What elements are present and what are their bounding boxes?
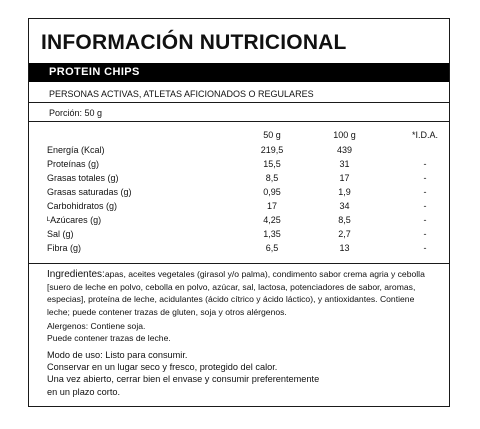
value-ida: - (423, 173, 427, 183)
value-ida: - (423, 215, 427, 225)
value-ida: - (423, 187, 427, 197)
value-ida: - (423, 229, 427, 239)
nutrient-name: Proteínas (g) (47, 159, 100, 169)
portion-size: Porción: 50 g (49, 108, 103, 118)
usage-line: Modo de uso: Listo para consumir. (47, 350, 188, 360)
value-50g: 6,5 (265, 243, 279, 253)
nutrient-name: Fibra (g) (47, 243, 82, 253)
nutrient-name: Grasas saturadas (g) (47, 187, 132, 197)
nutrition-label-panel (28, 18, 450, 407)
value-50g: 15,5 (263, 159, 281, 169)
usage-line: Conservar en un lugar seco y fresco, protegido del calor. (47, 362, 278, 373)
value-100g: 34 (339, 201, 350, 211)
value-100g: 1,9 (338, 187, 351, 197)
value-100g: 8,5 (338, 215, 351, 225)
value-50g: 8,5 (265, 173, 279, 183)
value-50g: 1,35 (263, 229, 281, 239)
value-ida: - (423, 243, 427, 253)
product-name-bar (29, 63, 449, 82)
divider (29, 263, 449, 264)
value-50g: 0,95 (263, 187, 281, 197)
usage-line: en un plazo corto. (47, 386, 121, 397)
header-ida: *I.D.A. (411, 130, 438, 140)
allergens-line: Puede contener trazas de leche. (47, 332, 171, 343)
value-100g: 13 (339, 243, 350, 253)
value-100g: 2,7 (338, 229, 351, 239)
nutrient-name: Energía (Kcal) (47, 145, 105, 155)
allergens-block (47, 321, 171, 344)
divider (29, 121, 449, 122)
target-audience: PERSONAS ACTIVAS, ATLETAS AFICIONADOS O REGULARES (49, 89, 314, 99)
value-50g: 17 (266, 201, 277, 211)
value-100g: 31 (339, 159, 350, 169)
header-50g: 50 g (263, 130, 281, 140)
usage-instructions (47, 349, 319, 398)
value-ida: - (423, 159, 427, 169)
product-name: PROTEIN CHIPS (49, 66, 140, 78)
nutrient-name: Sal (g) (47, 229, 74, 239)
divider (29, 102, 449, 103)
value-100g: 17 (339, 173, 350, 183)
nutrient-name: Carbohidratos (g) (47, 201, 118, 211)
ingredients-text: apas, aceites vegetales (girasol y/o palma), condimento sabor crema agria y cebolla [suero de leche en polvo, cebolla en polvo, azúcar, sal, lactosa, potenciadores de sabor, aromas, especias], proteína de leche, acidulantes (ácido cítrico y ácido láctico), y antioxidantes. Contiene leche; puede contener trazas de gluten, soja y otros alérgenos. (47, 269, 425, 317)
header-100g: 100 g (333, 130, 356, 140)
nutrient-name: Grasas totales (g) (47, 173, 119, 183)
value-50g: 219,5 (260, 145, 284, 155)
value-ida: - (423, 201, 427, 211)
usage-line: Una vez abierto, cerrar bien el envase y consumir preferentemente (47, 374, 320, 385)
nutrition-table (47, 128, 437, 258)
allergens-line: Alergenos: Contiene soja. (47, 321, 146, 331)
nutrient-name: ᴸAzúcares (g) (47, 215, 102, 225)
ingredients-label: Ingredientes: (47, 269, 105, 280)
label-title: INFORMACIÓN NUTRICIONAL (41, 31, 347, 54)
value-100g: 439 (336, 145, 353, 155)
value-50g: 4,25 (263, 215, 281, 225)
ingredients-block (47, 268, 439, 318)
